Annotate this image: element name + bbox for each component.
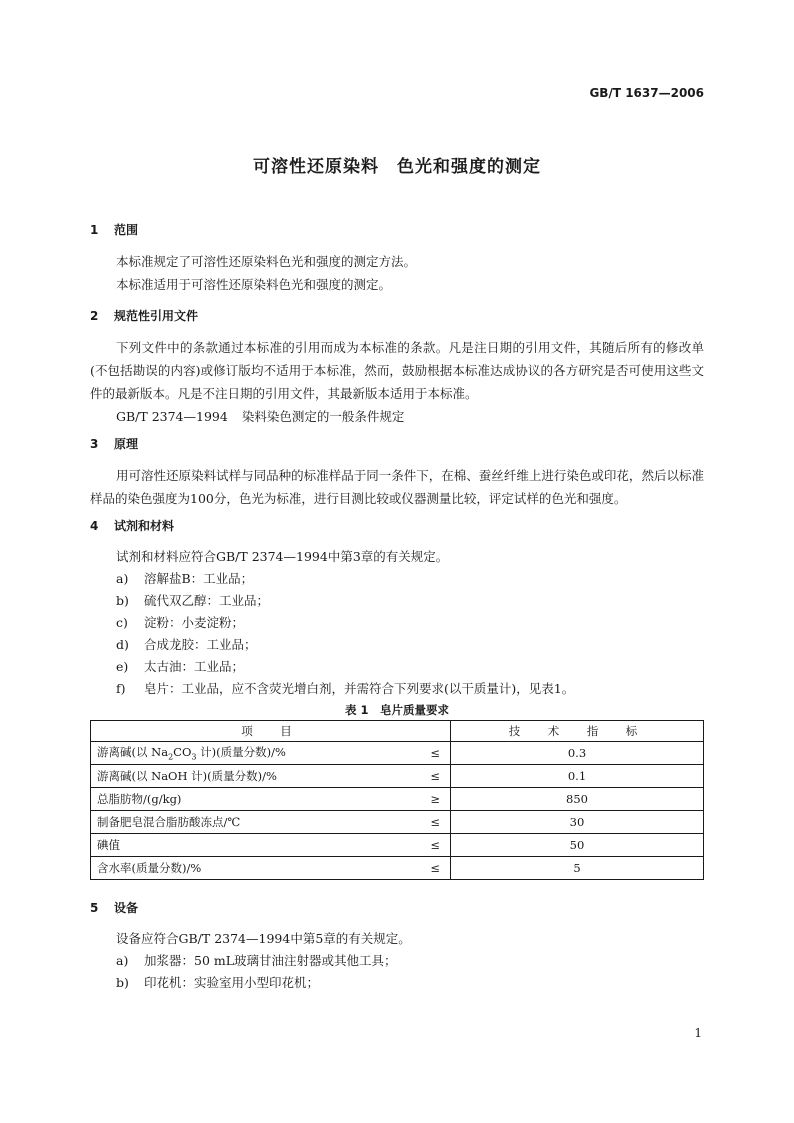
list-label: a) xyxy=(116,953,129,968)
list-label: d) xyxy=(116,637,129,652)
list-item xyxy=(90,656,704,678)
item-subscript: 2 xyxy=(168,752,174,762)
table-row xyxy=(91,788,704,811)
row-value: 5 xyxy=(451,857,704,880)
table-row xyxy=(91,857,704,880)
list-label: c) xyxy=(116,615,128,630)
list-label: e) xyxy=(116,659,129,674)
list-text: 印花机：实验室用小型印花机； xyxy=(144,975,320,990)
list-item xyxy=(90,972,704,994)
row-value: 0.1 xyxy=(451,765,704,788)
row-item: 总脂肪物/(g/kg) xyxy=(91,788,411,811)
document-body xyxy=(90,222,704,994)
list-text: 皂片：工业品，应不含荧光增白剂，并需符合下列要求(以干质量计)，见表1。 xyxy=(144,681,575,696)
list-label: a) xyxy=(116,571,129,586)
reagents-intro: 试剂和材料应符合GB/T 2374—1994中第3章的有关规定。 xyxy=(116,549,449,564)
section-number: 4 xyxy=(90,519,99,533)
row-value: 30 xyxy=(451,811,704,834)
list-text: 加浆器：50 mL玻璃甘油注射器或其他工具； xyxy=(144,953,397,968)
section-heading-references xyxy=(90,308,704,324)
list-text: 太古油：工业品； xyxy=(144,659,245,674)
row-comparator: ≤ xyxy=(410,742,451,765)
reference-entry xyxy=(90,405,704,428)
table-row xyxy=(91,811,704,834)
section-title: 规范性引用文件 xyxy=(114,309,199,323)
references-paragraph: 下列文件中的条款通过本标准的引用而成为本标准的条款。凡是注日期的引用文件，其随后所有的修改单(不包括勘误的内容)或修订版均不适用于本标准，然而，鼓励根据本标准达成协议的各方研究是否可使用这些文件的最新版本。凡是不注日期的引用文件，其最新版本适用于本标准。 xyxy=(90,340,704,401)
item-text: 计)(质量分数)/% xyxy=(196,745,286,760)
section-title: 试剂和材料 xyxy=(114,519,175,533)
row-item: 制备肥皂混合脂肪酸冻点/℃ xyxy=(91,811,411,834)
list-item xyxy=(90,612,704,634)
column-header-spec: 技 术 指 标 xyxy=(451,721,704,742)
row-value: 850 xyxy=(451,788,704,811)
column-header-item: 项 目 xyxy=(91,721,451,742)
section-heading-equipment xyxy=(90,900,704,916)
section-heading-scope xyxy=(90,222,704,238)
table-row xyxy=(91,742,704,765)
row-comparator: ≤ xyxy=(410,765,451,788)
row-item: 含水率(质量分数)/% xyxy=(91,857,411,880)
list-text: 淀粉：小麦淀粉； xyxy=(144,615,245,630)
row-comparator: ≤ xyxy=(410,857,451,880)
table-row xyxy=(91,765,704,788)
soap-quality-table xyxy=(90,720,704,880)
row-comparator: ≥ xyxy=(410,788,451,811)
principle-paragraph: 用可溶性还原染料试样与同品种的标准样品于同一条件下，在棉、蚕丝纤维上进行染色或印花，然后以标准样品的染色强度为100分，色光为标准，进行目测比较或仪器测量比较，评定试样的色光和强度。 xyxy=(90,468,704,506)
list-text: 合成龙胶：工业品； xyxy=(144,637,257,652)
row-comparator: ≤ xyxy=(410,834,451,857)
row-comparator: ≤ xyxy=(410,811,451,834)
list-text: 硫代双乙醇：工业品； xyxy=(144,593,270,608)
list-item xyxy=(90,568,704,590)
section-title: 原理 xyxy=(114,437,139,451)
table-row xyxy=(91,834,704,857)
section-number: 1 xyxy=(90,223,99,237)
list-text: 溶解盐B：工业品； xyxy=(144,571,254,586)
row-value: 50 xyxy=(451,834,704,857)
section-number: 2 xyxy=(90,309,99,323)
scope-line: 本标准规定了可溶性还原染料色光和强度的测定方法。 xyxy=(116,254,417,269)
list-label: b) xyxy=(116,593,129,608)
list-item xyxy=(90,634,704,656)
row-value: 0.3 xyxy=(451,742,704,765)
table-header-row xyxy=(91,721,704,742)
list-item xyxy=(90,590,704,612)
item-text: CO xyxy=(173,745,192,760)
section-number: 3 xyxy=(90,437,99,451)
section-heading-principle xyxy=(90,436,704,452)
row-item xyxy=(91,742,411,765)
list-label: f) xyxy=(116,681,126,696)
reference-title: 染料染色测定的一般条件规定 xyxy=(241,409,405,424)
row-item: 碘值 xyxy=(91,834,411,857)
section-heading-reagents xyxy=(90,518,704,534)
standard-code: GB/T 1637—2006 xyxy=(589,86,704,100)
equipment-intro: 设备应符合GB/T 2374—1994中第5章的有关规定。 xyxy=(116,931,411,946)
list-item xyxy=(90,950,704,972)
list-label: b) xyxy=(116,975,129,990)
section-number: 5 xyxy=(90,901,99,915)
row-item: 游离碱(以 NaOH 计)(质量分数)/% xyxy=(91,765,411,788)
item-subscript: 3 xyxy=(191,752,197,762)
reference-code: GB/T 2374—1994 xyxy=(116,409,228,424)
section-title: 范围 xyxy=(114,223,139,237)
scope-line: 本标准适用于可溶性还原染料色光和强度的测定。 xyxy=(116,277,392,292)
list-item xyxy=(90,678,704,700)
page-number: 1 xyxy=(694,1026,702,1040)
document-title: 可溶性还原染料 色光和强度的测定 xyxy=(253,157,541,177)
table-caption: 表 1 皂片质量要求 xyxy=(344,703,449,717)
item-text: 游离碱(以 Na xyxy=(97,745,169,760)
section-title: 设备 xyxy=(114,901,139,915)
